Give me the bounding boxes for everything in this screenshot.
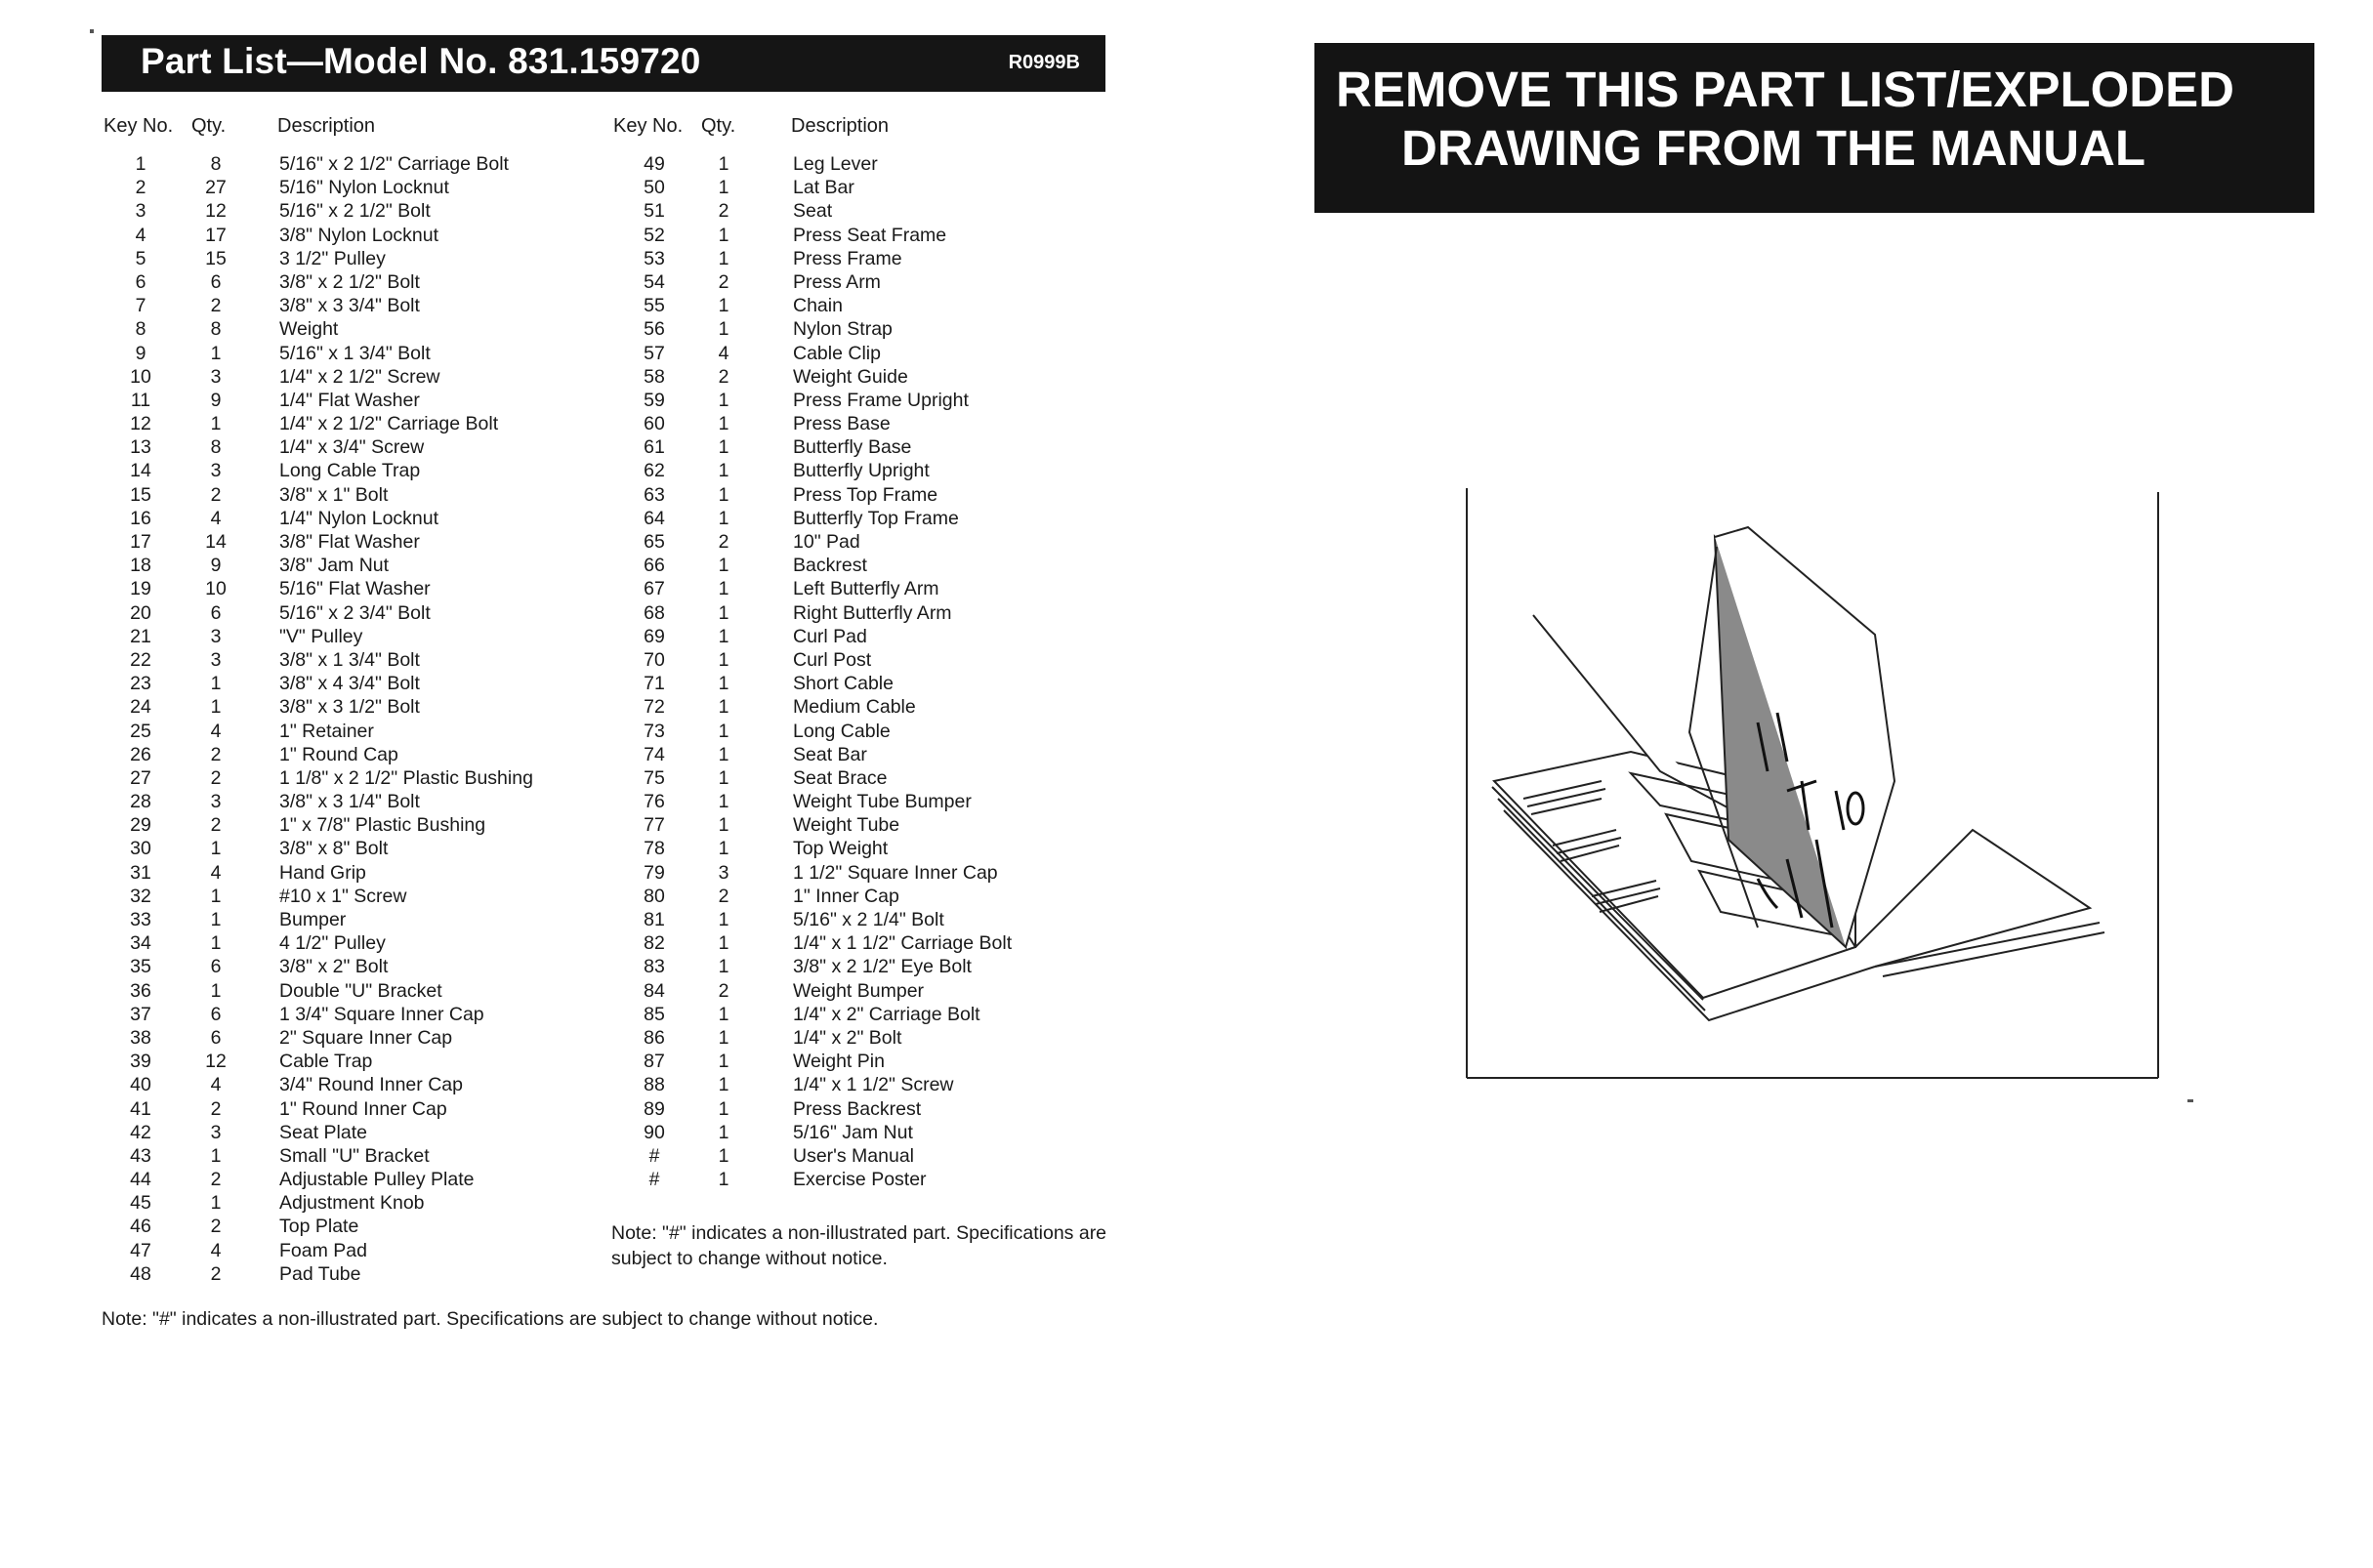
quantity: 27 [205, 177, 227, 199]
part-description: Butterfly Top Frame [793, 507, 959, 529]
quantity: 2 [718, 270, 729, 293]
key-number: 84 [644, 979, 665, 1002]
quantity: 1 [718, 224, 729, 246]
key-number: 75 [644, 766, 665, 789]
quantity: 10 [205, 578, 227, 600]
key-number: 81 [644, 909, 665, 930]
key-number: 7 [135, 295, 146, 317]
document-code: R0999B [1008, 52, 1080, 73]
quantity: 1 [718, 1169, 729, 1191]
quantity: 1 [718, 648, 729, 671]
key-number: 57 [644, 342, 665, 364]
key-number: 56 [644, 318, 665, 341]
key-number: 44 [130, 1169, 151, 1191]
part-description: 3/8" x 3 1/2" Bolt [279, 696, 420, 719]
part-description: Top Weight [793, 838, 889, 860]
part-description: 5/16" Jam Nut [793, 1121, 913, 1143]
quantity: 6 [210, 1026, 222, 1049]
part-description: 1/4" x 1 1/2" Carriage Bolt [793, 932, 1013, 955]
part-description: 5/16" Nylon Locknut [279, 177, 449, 199]
quantity: 8 [210, 318, 222, 341]
part-description: 1/4" x 2" Bolt [793, 1026, 902, 1049]
key-number: 20 [130, 601, 151, 624]
part-description: 1/4" x 3/4" Screw [279, 436, 425, 459]
key-number: 69 [644, 625, 665, 647]
part-description: Weight Tube Bumper [793, 791, 972, 813]
part-description: 10" Pad [793, 531, 860, 553]
key-number: 17 [130, 531, 151, 553]
part-description: Press Arm [793, 270, 881, 293]
key-number: 42 [130, 1121, 151, 1143]
quantity: 1 [718, 673, 729, 695]
quantity: 2 [718, 531, 729, 553]
quantity: 6 [210, 270, 222, 293]
quantity: 1 [718, 1121, 729, 1143]
part-description: Weight Pin [793, 1051, 885, 1073]
key-number: 63 [644, 483, 665, 506]
key-number: 43 [130, 1144, 151, 1167]
key-number: 55 [644, 295, 665, 317]
key-number: 22 [130, 648, 151, 671]
quantity: 1 [210, 673, 222, 695]
quantity: 1 [718, 1097, 729, 1120]
key-number: 45 [130, 1192, 151, 1215]
part-description: Lat Bar [793, 177, 854, 199]
key-number: 31 [130, 861, 151, 884]
part-description: Adjustment Knob [279, 1192, 425, 1215]
key-number: 19 [130, 578, 151, 600]
part-description: 3 1/2" Pulley [279, 247, 386, 269]
banner-line-2: DRAWING FROM THE MANUAL [1400, 120, 2146, 176]
key-number: 11 [130, 389, 151, 411]
quantity: 2 [210, 814, 222, 837]
key-number: 36 [130, 979, 151, 1002]
col-header-key-2: Key No. [613, 115, 684, 137]
part-description: 1/4" Flat Washer [279, 389, 420, 411]
quantity: 1 [718, 1144, 729, 1167]
part-description: Long Cable Trap [279, 460, 421, 482]
part-description: 1 3/4" Square Inner Cap [279, 1003, 484, 1025]
part-description: 2" Square Inner Cap [279, 1026, 453, 1049]
quantity: 2 [210, 1216, 222, 1238]
remove-instruction-banner [1314, 43, 2314, 213]
part-description: Hand Grip [279, 861, 366, 884]
quantity: 1 [718, 555, 729, 577]
part-description: 3/8" x 4 3/4" Bolt [279, 673, 420, 695]
key-number: 8 [135, 318, 146, 341]
quantity: 1 [210, 1192, 222, 1215]
key-number: 83 [644, 956, 665, 978]
quantity: 2 [210, 1097, 222, 1120]
quantity: 1 [718, 814, 729, 837]
part-description: 1" Retainer [279, 720, 374, 742]
key-number: 13 [130, 436, 151, 459]
key-number: 34 [130, 932, 151, 955]
part-description: 3/8" x 3 3/4" Bolt [279, 295, 420, 317]
quantity: 1 [718, 177, 729, 199]
key-number: 61 [644, 436, 665, 459]
key-number: 27 [130, 766, 151, 789]
quantity: 1 [718, 507, 729, 529]
key-number: 87 [644, 1051, 665, 1073]
quantity: 1 [718, 766, 729, 789]
quantity: 4 [718, 342, 729, 364]
key-number: 72 [644, 696, 665, 719]
part-description: 3/8" x 8" Bolt [279, 838, 389, 860]
key-number: 53 [644, 247, 665, 269]
quantity: 15 [205, 247, 227, 269]
key-number: 41 [130, 1097, 151, 1120]
banner-line-1: REMOVE THIS PART LIST/EXPLODED [1336, 62, 2234, 117]
note-bottom: Note: "#" indicates a non-illustrated part. Specifications are subject to change without notice. [102, 1308, 879, 1330]
key-number: 86 [644, 1026, 665, 1049]
part-description: Leg Lever [793, 153, 878, 175]
quantity: 17 [205, 224, 227, 246]
key-number: 74 [644, 743, 665, 765]
key-number: 35 [130, 956, 151, 978]
quantity: 1 [210, 696, 222, 719]
part-description: 3/8" x 2" Bolt [279, 956, 389, 978]
quantity: 1 [718, 838, 729, 860]
part-description: Seat Bar [793, 743, 867, 765]
key-number: 78 [644, 838, 665, 860]
part-description: 3/8" Flat Washer [279, 531, 420, 553]
key-number: 29 [130, 814, 151, 837]
key-number: 89 [644, 1097, 665, 1120]
part-description: Weight Tube [793, 814, 900, 837]
part-description: 3/4" Round Inner Cap [279, 1074, 463, 1096]
part-description: Press Frame Upright [793, 389, 969, 411]
scan-speck [2187, 1099, 2193, 1102]
part-description: Chain [793, 295, 843, 317]
quantity: 1 [718, 436, 729, 459]
part-description: 1 1/8" x 2 1/2" Plastic Bushing [279, 766, 533, 789]
part-description: 3/8" x 1" Bolt [279, 483, 389, 506]
key-number: 37 [130, 1003, 151, 1025]
key-number: 79 [644, 861, 665, 884]
part-description: 1/4" x 2 1/2" Screw [279, 365, 440, 388]
part-description: Medium Cable [793, 696, 916, 719]
key-number: 85 [644, 1003, 665, 1025]
part-description: 5/16" x 2 1/4" Bolt [793, 909, 944, 930]
quantity: 2 [210, 1262, 222, 1285]
note-right: Note: "#" indicates a non-illustrated part. Specifications are subject to change without notice. [611, 1222, 1107, 1269]
quantity: 1 [718, 153, 729, 175]
part-description: Seat [793, 200, 833, 223]
part-description: Weight [279, 318, 339, 341]
part-description: Weight Bumper [793, 979, 925, 1002]
part-description: Press Base [793, 413, 891, 435]
part-description: User's Manual [793, 1144, 915, 1167]
part-description: #10 x 1" Screw [279, 885, 407, 907]
key-number: 4 [135, 224, 146, 246]
part-description: Seat Plate [279, 1121, 367, 1143]
part-description: 3/8" x 2 1/2" Eye Bolt [793, 956, 972, 978]
quantity: 6 [210, 956, 222, 978]
quantity: 12 [205, 200, 227, 223]
key-number: 80 [644, 885, 665, 907]
key-number: 12 [130, 413, 151, 435]
key-number: 15 [130, 483, 151, 506]
part-description: 3/8" Jam Nut [279, 555, 390, 577]
key-number: 51 [644, 200, 665, 223]
key-number: 54 [644, 270, 665, 293]
part-description: Nylon Strap [793, 318, 893, 341]
quantity: 1 [718, 1074, 729, 1096]
part-description: 1/4" Nylon Locknut [279, 507, 439, 529]
key-number: 50 [644, 177, 665, 199]
quantity: 1 [718, 696, 729, 719]
part-description: Pad Tube [279, 1262, 361, 1285]
key-number: 26 [130, 743, 151, 765]
quantity: 1 [718, 1003, 729, 1025]
key-number: 47 [130, 1239, 151, 1261]
key-number: 1 [135, 153, 146, 175]
key-number: 40 [130, 1074, 151, 1096]
part-description: Press Top Frame [793, 483, 938, 506]
quantity: 1 [210, 413, 222, 435]
quantity: 1 [718, 1026, 729, 1049]
quantity: 1 [718, 318, 729, 341]
key-number: 73 [644, 720, 665, 742]
part-description: Cable Clip [793, 342, 881, 364]
key-number: 48 [130, 1262, 151, 1285]
part-description: 1" Round Cap [279, 743, 398, 765]
part-description: Press Backrest [793, 1097, 922, 1120]
quantity: 1 [718, 483, 729, 506]
quantity: 12 [205, 1051, 227, 1073]
quantity: 3 [210, 625, 222, 647]
part-description: 5/16" x 2 1/2" Carriage Bolt [279, 153, 509, 175]
part-description: 3/8" x 2 1/2" Bolt [279, 270, 420, 293]
part-description: 1" Inner Cap [793, 885, 899, 907]
part-description: 5/16" x 2 1/2" Bolt [279, 200, 431, 223]
key-number: 3 [135, 200, 146, 223]
quantity: 3 [718, 861, 729, 884]
quantity: 1 [718, 720, 729, 742]
key-number: 9 [135, 342, 146, 364]
quantity: 2 [718, 365, 729, 388]
part-description: 5/16" Flat Washer [279, 578, 431, 600]
quantity: 1 [718, 625, 729, 647]
part-description: 4 1/2" Pulley [279, 932, 386, 955]
part-description: 1" x 7/8" Plastic Bushing [279, 814, 486, 837]
key-number: 66 [644, 555, 665, 577]
scan-speck [90, 29, 94, 33]
part-description: Long Cable [793, 720, 891, 742]
quantity: 2 [718, 979, 729, 1002]
quantity: 3 [210, 648, 222, 671]
part-description: 3/8" Nylon Locknut [279, 224, 439, 246]
part-description: Left Butterfly Arm [793, 578, 939, 600]
part-description: Butterfly Upright [793, 460, 930, 482]
quantity: 8 [210, 153, 222, 175]
part-description: Exercise Poster [793, 1169, 927, 1191]
quantity: 9 [210, 555, 222, 577]
key-number: 30 [130, 838, 151, 860]
key-number: 77 [644, 814, 665, 837]
quantity: 3 [210, 1121, 222, 1143]
quantity: 2 [210, 295, 222, 317]
quantity: 2 [210, 483, 222, 506]
quantity: 4 [210, 1239, 222, 1261]
key-number: 64 [644, 507, 665, 529]
key-number: 90 [644, 1121, 665, 1143]
quantity: 6 [210, 1003, 222, 1025]
open-manual-with-part-list-icon [1465, 488, 2162, 1080]
quantity: 1 [210, 342, 222, 364]
part-description: Cable Trap [279, 1051, 373, 1073]
part-description: 3/8" x 1 3/4" Bolt [279, 648, 420, 671]
key-number: 25 [130, 720, 151, 742]
part-description: 1/4" x 1 1/2" Screw [793, 1074, 954, 1096]
key-number: 88 [644, 1074, 665, 1096]
part-description: 1/4" x 2 1/2" Carriage Bolt [279, 413, 499, 435]
part-description: Backrest [793, 555, 867, 577]
part-description: Bumper [279, 909, 347, 930]
quantity: 3 [210, 791, 222, 813]
key-number: 16 [130, 507, 151, 529]
quantity: 1 [210, 838, 222, 860]
key-number: 65 [644, 531, 665, 553]
part-description: Adjustable Pulley Plate [279, 1169, 475, 1191]
quantity: 1 [718, 932, 729, 955]
part-description: 3/8" x 3 1/4" Bolt [279, 791, 420, 813]
quantity: 1 [718, 601, 729, 624]
part-description: 5/16" x 1 3/4" Bolt [279, 342, 431, 364]
quantity: 1 [210, 932, 222, 955]
part-description: Short Cable [793, 673, 894, 695]
key-number: 10 [130, 365, 151, 388]
key-number: 71 [644, 673, 665, 695]
quantity: 1 [718, 295, 729, 317]
quantity: 2 [210, 766, 222, 789]
key-number: 14 [130, 460, 151, 482]
quantity: 2 [718, 200, 729, 223]
quantity: 1 [718, 909, 729, 930]
key-number: # [648, 1169, 660, 1191]
key-number: 60 [644, 413, 665, 435]
key-number: 24 [130, 696, 151, 719]
quantity: 2 [210, 743, 222, 765]
part-description: Double "U" Bracket [279, 979, 442, 1002]
quantity: 4 [210, 507, 222, 529]
part-description: 5/16" x 2 3/4" Bolt [279, 601, 431, 624]
key-number: 59 [644, 389, 665, 411]
key-number: 67 [644, 578, 665, 600]
key-number: 18 [130, 555, 151, 577]
quantity: 4 [210, 720, 222, 742]
quantity: 4 [210, 861, 222, 884]
key-number: 33 [130, 909, 151, 930]
part-description: Top Plate [279, 1216, 359, 1238]
col-header-desc-2: Description [791, 115, 890, 137]
key-number: 76 [644, 791, 665, 813]
part-description: Curl Post [793, 648, 872, 671]
key-number: 52 [644, 224, 665, 246]
key-number: 49 [644, 153, 665, 175]
part-list-header [102, 35, 1105, 92]
quantity: 14 [205, 531, 227, 553]
quantity: 1 [718, 743, 729, 765]
part-list-title: Part List—Model No. 831.159720 [141, 41, 701, 81]
part-description: 1" Round Inner Cap [279, 1097, 447, 1120]
part-description: 1 1/2" Square Inner Cap [793, 861, 998, 884]
key-number: 62 [644, 460, 665, 482]
key-number: 21 [130, 625, 151, 647]
key-number: 39 [130, 1051, 151, 1073]
quantity: 1 [210, 979, 222, 1002]
part-description: 1/4" x 2" Carriage Bolt [793, 1003, 980, 1025]
quantity: 1 [718, 578, 729, 600]
part-description: Curl Pad [793, 625, 867, 647]
quantity: 1 [210, 909, 222, 930]
col-header-qty: Qty. [191, 115, 227, 137]
quantity: 6 [210, 601, 222, 624]
part-description: Press Frame [793, 247, 902, 269]
col-header-qty-2: Qty. [701, 115, 736, 137]
key-number: 23 [130, 673, 151, 695]
quantity: 1 [718, 791, 729, 813]
key-number: 82 [644, 932, 665, 955]
key-number: 6 [135, 270, 146, 293]
quantity: 1 [210, 885, 222, 907]
col-header-desc: Description [277, 115, 376, 137]
quantity: 1 [718, 413, 729, 435]
col-header-key: Key No. [104, 115, 174, 137]
key-number: # [648, 1144, 660, 1167]
key-number: 5 [135, 247, 146, 269]
key-number: 2 [135, 177, 146, 199]
quantity: 1 [718, 460, 729, 482]
key-number: 32 [130, 885, 151, 907]
quantity: 8 [210, 436, 222, 459]
quantity: 3 [210, 365, 222, 388]
quantity: 1 [210, 1144, 222, 1167]
key-number: 28 [130, 791, 151, 813]
part-description: Small "U" Bracket [279, 1144, 430, 1167]
part-description: Foam Pad [279, 1239, 367, 1261]
quantity: 1 [718, 389, 729, 411]
key-number: 68 [644, 601, 665, 624]
quantity: 2 [210, 1169, 222, 1191]
quantity: 9 [210, 389, 222, 411]
quantity: 2 [718, 885, 729, 907]
part-description: Press Seat Frame [793, 224, 947, 246]
part-description: "V" Pulley [279, 625, 363, 647]
part-description: Butterfly Base [793, 436, 912, 459]
key-number: 58 [644, 365, 665, 388]
part-description: Right Butterfly Arm [793, 601, 952, 624]
part-description: Seat Brace [793, 766, 888, 789]
quantity: 1 [718, 247, 729, 269]
key-number: 70 [644, 648, 665, 671]
quantity: 3 [210, 460, 222, 482]
key-number: 38 [130, 1026, 151, 1049]
quantity: 4 [210, 1074, 222, 1096]
quantity: 1 [718, 1051, 729, 1073]
part-description: Weight Guide [793, 365, 908, 388]
key-number: 46 [130, 1216, 151, 1238]
quantity: 1 [718, 956, 729, 978]
